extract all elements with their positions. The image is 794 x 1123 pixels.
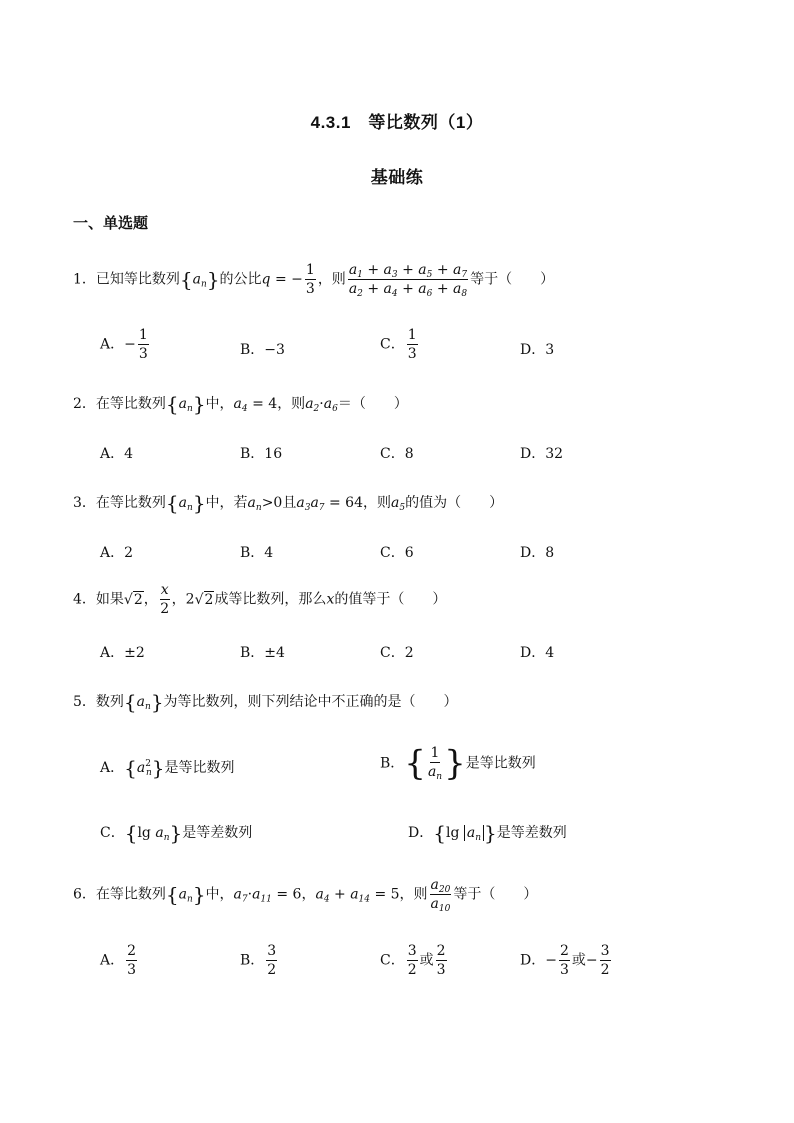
term: a (466, 825, 476, 841)
option-label: B． (240, 545, 265, 561)
q2-text: 中， (205, 396, 234, 412)
q4-option-c[interactable] (380, 642, 414, 662)
q5-number: 5． (73, 694, 96, 710)
seq-idx: n (187, 503, 193, 513)
num: 3 (407, 943, 418, 961)
idx: 14 (358, 894, 370, 905)
option-text: 是等比数列 (164, 760, 235, 776)
q1-option-d[interactable] (520, 339, 554, 359)
comma: ， (143, 591, 158, 608)
den: 3 (436, 962, 446, 979)
q4-text: 成等比数列，那么 (214, 591, 327, 608)
den-term: a (427, 764, 437, 781)
option-label: C． (380, 952, 405, 969)
option-label: D． (520, 342, 546, 358)
idx: 11 (260, 894, 272, 905)
sign: − (124, 336, 136, 353)
q5-option-b[interactable]: B．{ $\frac{1}{a_n}$ }是等比数列 (380, 743, 536, 784)
q6-text: 等于（ ） (453, 886, 538, 903)
option-label: B． (380, 755, 405, 772)
option-label: C． (380, 645, 405, 661)
q3-number: 3． (73, 495, 96, 511)
den: 3 (138, 346, 148, 363)
term: a (233, 396, 242, 412)
option-label: A． (100, 336, 125, 353)
num: 2 (559, 943, 570, 961)
q3-text: ，则 (362, 495, 391, 511)
option-value: 2 (404, 645, 414, 661)
num: 3 (600, 943, 611, 961)
den: 2 (407, 962, 417, 979)
frac (430, 877, 452, 915)
q2-option-a[interactable] (100, 443, 133, 463)
option-value: 6 (404, 545, 414, 561)
term-idx: 5 (426, 270, 433, 280)
term: a (418, 281, 427, 298)
question-5: 5．数列$\{a_n\}$为等比数列，则下列结论中不正确的是（ ） (73, 690, 458, 714)
q5-text: 为等比数列，则下列结论中不正确的是（ ） (163, 694, 458, 710)
page-title: 4.3.1 等比数列（1） (310, 113, 484, 132)
lg: lg (445, 825, 460, 841)
num-term: a (430, 877, 439, 893)
den: 3 (127, 962, 137, 979)
q4-option-d[interactable] (520, 642, 554, 662)
option-label: D． (520, 952, 546, 969)
eq: = 64 (324, 495, 363, 511)
eq: = 4 (247, 396, 278, 412)
eq: = 5 (370, 886, 400, 903)
option-label: C． (100, 825, 125, 841)
den: 2 (267, 962, 277, 979)
q1-seq: a (192, 271, 202, 288)
question-1: 1．已知等比数列$\{a_n\}$的公比q = − $\frac{1}{3}$ ，则 $\frac{a_1 + a_3 + a_5 + a_7}{a_2 + a_4 + a_6 + a_8}$ 等于（ ） (73, 262, 555, 300)
term: a (296, 495, 305, 511)
term: a (155, 825, 164, 841)
frac (600, 943, 611, 978)
option-label: B． (240, 952, 265, 969)
den: 3 (407, 346, 417, 363)
q1-text: 等于（ ） (470, 271, 555, 288)
section-heading: 一、单选题 (73, 215, 149, 232)
q5-text: 数列 (95, 694, 124, 710)
option-label: D． (520, 645, 546, 661)
var: x (326, 591, 335, 608)
term: a (390, 495, 400, 511)
q1-q: q (261, 271, 271, 288)
or: 或 (419, 952, 434, 969)
num: 3 (266, 943, 277, 961)
num: 1 (407, 327, 418, 345)
comma: ， (171, 591, 186, 608)
q3-option-a[interactable] (100, 542, 133, 562)
option-value: 2 (124, 545, 134, 561)
term-idx: 3 (304, 503, 311, 513)
question-3: 3．在等比数列$\{a_n\}$中，若$a_n>0$且$a_3a_7 = 64$，则$a_5$的值为（ ） (73, 491, 504, 515)
op: + (329, 886, 351, 903)
q1-frac-num: 1 (305, 262, 316, 280)
option-label: A． (100, 645, 125, 661)
q2-text: ＝（ ） (337, 396, 408, 412)
q3-text: 中，若 (205, 495, 248, 511)
q6-option-a[interactable] (100, 943, 139, 978)
num: 1 (138, 327, 149, 345)
question-2: 2．在等比数列$\{a_n\}$中，$a_4 = 4$，则$a_2\cdot a_6=$（ ） (73, 392, 408, 416)
q6-option-b[interactable] (240, 943, 279, 978)
question-6: 6．在等比数列$\{a_n\}$中，$a_7\cdot a_{11} = 6$，$a_4 + a_{14} = 5$，则 $\frac{a_{20}}{a_{10}}$ 等于（ ） (73, 877, 538, 915)
q1-eq: = − (270, 271, 303, 288)
page-subtitle: 基础练 (370, 168, 424, 187)
q4-number: 4． (73, 591, 96, 608)
seq-idx: n (187, 894, 193, 905)
frac (559, 943, 570, 978)
frac (160, 582, 170, 617)
q1-text: 的公比 (219, 271, 262, 288)
num: 2 (436, 943, 447, 961)
term: a (323, 396, 333, 412)
q2-text: 在等比数列 (95, 396, 166, 412)
op: · (319, 396, 324, 412)
option-label: B． (240, 645, 265, 661)
question-4 (73, 582, 446, 617)
option-label: D． (520, 545, 546, 561)
q2-option-b[interactable] (240, 443, 282, 463)
q3-option-c[interactable] (380, 542, 414, 562)
coef: 2 (185, 591, 195, 608)
option-value: 4 (545, 645, 555, 661)
frac (427, 745, 443, 783)
term-idx: 4 (391, 289, 398, 300)
eq: = 6 (271, 886, 302, 903)
term: a (247, 495, 256, 511)
option-label: A． (100, 545, 125, 561)
op: + (362, 262, 384, 278)
option-label: A． (100, 952, 125, 969)
q3-option-b[interactable] (240, 542, 273, 562)
q6-text: 在等比数列 (95, 886, 166, 903)
q4-text: 如果 (95, 591, 124, 608)
term: a (310, 495, 319, 511)
frac (407, 943, 418, 978)
q6-text: ，则 (399, 886, 428, 903)
op: + (432, 281, 454, 298)
q1-option-c[interactable] (380, 327, 420, 362)
q5-option-c[interactable]: C．{lg $a_n$}是等差数列 (100, 821, 253, 845)
den-term: a (430, 896, 439, 913)
den: 2 (600, 962, 610, 979)
q3-text: 的值为（ ） (405, 495, 504, 511)
den-idx: 10 (438, 904, 451, 915)
seq-idx: n (145, 702, 151, 712)
option-value: −3 (264, 342, 285, 358)
term-idx: 7 (318, 503, 325, 513)
term: a (383, 281, 392, 298)
q6-text: 中， (205, 886, 234, 903)
option-label: A． (100, 446, 125, 462)
q5-option-a[interactable]: A．$\{a^2_n\}$是等比数列 (100, 756, 235, 780)
q1-option-b[interactable] (240, 339, 285, 359)
term: a (233, 886, 242, 903)
term-idx: n (255, 503, 262, 513)
den-idx: n (436, 772, 443, 783)
sign: − (585, 952, 598, 969)
sign: − (545, 952, 557, 969)
q3-text: 在等比数列 (95, 495, 166, 511)
term: a (252, 886, 261, 903)
option-value: ±2 (124, 645, 145, 661)
q4-option-a[interactable] (100, 642, 145, 662)
seq: a (178, 396, 188, 412)
q1-frac-q (305, 262, 316, 297)
term: a (348, 262, 358, 278)
q1-ratio-den (348, 280, 468, 300)
frac (138, 327, 149, 362)
op: + (362, 281, 384, 298)
term-idx: 2 (313, 404, 320, 414)
term-idx: 4 (241, 404, 248, 414)
q1-text: 已知等比数列 (95, 271, 180, 288)
option-value: 32 (545, 446, 564, 462)
q1-frac-den: 3 (305, 281, 315, 298)
q6-text: ， (301, 886, 316, 903)
option-value: 16 (264, 446, 283, 462)
q1-ratio (348, 262, 468, 300)
q4-text: 的值等于（ ） (334, 591, 447, 608)
option-label: B． (240, 446, 265, 462)
q1-ratio-num (348, 262, 468, 280)
q1-seq-index: n (201, 279, 207, 290)
option-value: 4 (264, 545, 274, 561)
option-label: C． (380, 336, 405, 353)
option-value: ±4 (264, 645, 285, 661)
num: x (160, 582, 170, 600)
term: a (136, 760, 146, 776)
q1-number: 1． (73, 271, 96, 288)
num: 1 (430, 745, 441, 763)
term: a (453, 262, 462, 278)
term-idx: 3 (391, 270, 398, 280)
q3-option-d[interactable] (520, 542, 554, 562)
lg: lg (137, 825, 151, 841)
idx: n (163, 833, 170, 843)
term: a (305, 396, 314, 412)
q6-option-d[interactable] (520, 943, 613, 978)
q4-option-b[interactable] (240, 642, 285, 662)
term-idx: 6 (426, 289, 433, 300)
q3-text: >0且 (261, 495, 297, 511)
idx: n (475, 833, 482, 843)
term-idx: 6 (332, 404, 338, 414)
op: + (432, 262, 454, 278)
option-label: C． (380, 446, 405, 462)
option-text: 是等比数列 (465, 755, 536, 772)
exp: 2 (145, 759, 151, 769)
term-idx: 7 (461, 270, 468, 280)
frac (126, 943, 137, 978)
term: a (418, 262, 427, 278)
option-text: 是等差数列 (496, 825, 567, 841)
option-label: B． (240, 342, 265, 358)
term-idx: 1 (357, 270, 363, 280)
q2-text: ，则 (277, 396, 306, 412)
radicand: 2 (133, 591, 143, 608)
q2-option-d[interactable] (520, 443, 563, 463)
option-label: A． (100, 760, 125, 776)
seq-idx: n (187, 404, 193, 414)
or: 或 (571, 952, 586, 969)
frac (266, 943, 277, 978)
q5-option-d[interactable]: D．{lg $a_n$ }是等差数列 (408, 821, 567, 845)
den: 2 (160, 601, 170, 618)
q1-option-a[interactable] (100, 327, 151, 362)
term: a (453, 281, 462, 298)
q2-option-c[interactable] (380, 443, 414, 463)
sqrt: √2 (123, 591, 143, 608)
q2-number: 2． (73, 396, 96, 412)
num-idx: 20 (438, 885, 451, 895)
option-value: 4 (124, 446, 134, 462)
num: 2 (126, 943, 137, 961)
q6-number: 6． (73, 886, 96, 903)
seq: a (178, 886, 188, 903)
den: 3 (559, 962, 569, 979)
frac (407, 327, 418, 362)
option-label: C． (380, 545, 405, 561)
option-label: D． (408, 825, 434, 841)
term: a (383, 262, 392, 278)
term: a (350, 886, 359, 903)
option-label: D． (520, 446, 546, 462)
q6-option-c[interactable] (380, 943, 449, 978)
option-value: 8 (404, 446, 414, 462)
idx: 4 (323, 894, 330, 905)
option-value: 3 (545, 342, 555, 358)
option-text: 是等差数列 (182, 825, 253, 841)
radicand: 2 (204, 591, 214, 608)
op: · (247, 886, 253, 903)
term-idx: 5 (399, 503, 406, 513)
term-idx: 8 (461, 289, 468, 300)
seq: a (136, 694, 146, 710)
op: + (397, 281, 419, 298)
op: + (397, 262, 419, 278)
term: a (315, 886, 324, 903)
q1-text: ，则 (317, 271, 346, 288)
term: a (348, 281, 358, 298)
option-value: 8 (545, 545, 555, 561)
term-idx: 2 (357, 289, 363, 300)
frac (436, 943, 447, 978)
sqrt: √2 (194, 591, 214, 608)
idx: n (145, 768, 152, 778)
seq: a (178, 495, 188, 511)
idx: 7 (241, 894, 248, 905)
